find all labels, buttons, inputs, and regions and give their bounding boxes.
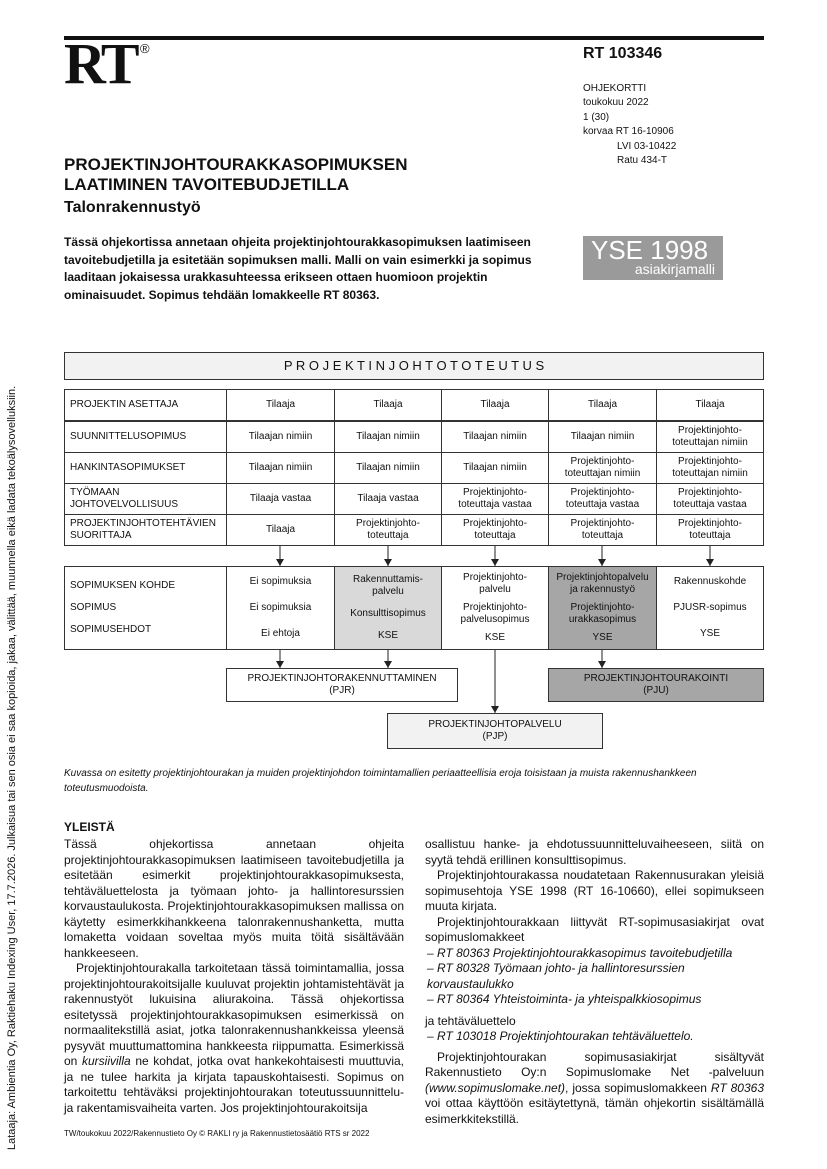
page-title: [64, 155, 408, 195]
table-cell: [441, 421, 549, 453]
table-cell: [226, 389, 335, 421]
table-cell: [334, 389, 442, 421]
lower-labels: [64, 566, 227, 650]
flow-arrow-head: [384, 559, 392, 566]
table-cell: [334, 421, 442, 453]
paragraph: osallistuu hanke- ja ehdotussuunnitteluvaiheeseen, siitä on syytä tehdä erillinen konsulttisopimus.: [425, 837, 764, 867]
cell-text: Projektinjohto- toteuttajan nimiin: [672, 455, 748, 479]
cell-text: Tilaajan nimiin: [248, 430, 313, 442]
contract-text: Ei sopimuksia: [249, 575, 312, 587]
cell-text: Tilaaja: [265, 398, 296, 410]
page-subtitle: Talonrakennustyö: [64, 199, 201, 216]
contract-column: [548, 566, 657, 650]
contract-text: Rakennuskohde: [673, 575, 747, 587]
table-cell: [226, 452, 335, 484]
form-list: [425, 946, 764, 1008]
paragraph: Projektinjohtourakkaan liittyvät RT-sopimusasiakirjat ovat sopimuslomakkeet: [425, 914, 764, 944]
text-run: , jossa sopimuslomakkeen: [565, 1080, 711, 1095]
contract-column: [226, 566, 335, 650]
contract-text: YSE: [592, 631, 613, 643]
table-cell: [441, 389, 549, 421]
text-run: Projektinjohtourakalla tarkoitetaan tässä toimintamallia, jossa projektinjohtourakoitsijalle kuuluvat projektin johtamistehtävät ja rakennustyöt lukuisina aliurakoina. Tässä ohjekortissa esitetyssä projektinjohtourakkasopimuksen esimerkissä on normaalitekstillä asiat, jotka talonrakennushankkeissa yleensä pysyvät muuttumattomina hankkeesta riippumatta. Esimerkissä on: [64, 961, 404, 1068]
contract-text: KSE: [377, 629, 398, 641]
paragraph: ja tehtäväluettelo: [425, 1013, 516, 1028]
cell-text: Projektinjohto- toteuttaja: [463, 517, 527, 541]
contract-column: [656, 566, 764, 650]
contract-text: Ei sopimuksia: [249, 601, 312, 613]
flow-arrow-head: [384, 661, 392, 668]
list-item: – RT 80364 Yhteistoiminta- ja yhteispalkkiosopimus: [427, 992, 702, 1006]
pjp-abbr: (PJP): [482, 731, 508, 742]
list-item: – RT 80363 Projektinjohtourakkasopimus tavoitebudjetilla: [427, 945, 733, 960]
badge-subtitle: asiakirjamalli: [634, 261, 715, 277]
contract-text: Projektinjohto- palvelusopimus: [460, 601, 530, 626]
table-cell: [548, 514, 657, 546]
pjp-title: PROJEKTINJOHTOPALVELU: [428, 718, 562, 730]
cell-text: Projektinjohto- toteuttaja: [356, 517, 420, 541]
cell-text: Projektinjohto- toteuttaja vastaa: [458, 486, 532, 510]
flow-arrow-head: [491, 706, 499, 713]
row-label: [64, 389, 227, 421]
cell-text: Projektinjohto- toteuttaja: [570, 517, 635, 541]
left-column: [64, 837, 404, 1116]
paragraph: [64, 961, 404, 1116]
cell-text: Tilaaja: [587, 398, 618, 410]
cell-text: Tilaajan nimiin: [463, 461, 527, 473]
text-run: voi ottaa käyttöön esitäytettynä, tämän ohjekortin sisältämällä esimerkkitekstillä.: [425, 1096, 764, 1126]
cell-text: Tilaajan nimiin: [356, 430, 420, 442]
pju-title: PROJEKTINJOHTOURAKOINTI: [583, 672, 729, 684]
cell-text: Projektinjohto- toteuttajan nimiin: [672, 424, 748, 448]
diagram-header-text: P R O J E K T I N J O H T O T O T E U T U S: [283, 357, 545, 373]
table-cell: [226, 514, 335, 546]
list-item: – RT 103018 Projektinjohtourakan tehtäväluettelo.: [427, 1029, 694, 1043]
row-label-text: HANKINTASOPIMUKSET: [70, 461, 186, 473]
pjr-abbr: (PJR): [329, 685, 355, 696]
pjr-title: PROJEKTINJOHTORAKENNUTTAMINEN: [247, 672, 437, 684]
table-cell: [226, 483, 335, 515]
paragraph: Tässä ohjekortissa annetaan ohjeita projektinjohtourakkasopimuksen laatimiseen tavoitebudjetilla ja esitetään esimerkit projektinjohtourakkasopimuksesta, tehtäväluettelosta ja työmaan johto- ja hallintoresurssien korvaustaulukosta. Projektinjohtourakkasopimuksen mallissa on käytetty esimerkkihankkeena talonrakennushanketta, mutta lomaketta voidaan soveltaa myös muita töitä sisältävään hankkeeseen.: [64, 837, 404, 960]
contract-text: Projektinjohtopalvelu ja rakennustyö: [556, 571, 649, 596]
cell-text: Tilaaja: [373, 398, 403, 410]
table-cell: [656, 514, 764, 546]
table-cell: [656, 452, 764, 484]
cell-text: Tilaaja: [480, 398, 510, 410]
flow-arrow-head: [491, 559, 499, 566]
row-label: [64, 452, 227, 484]
meta-replaces: korvaa RT 16-10906: [583, 126, 674, 138]
table-cell: [226, 421, 335, 453]
lead-paragraph: Tässä ohjekortissa annetaan ohjeita projektinjohtourakkasopimuksen laatimiseen tavoitebudjetilla ja esitetään sopimuksen malli. Malli on vain esimerkki ja sopimus laaditaan jokaisessa urakkasuhteessa erikseen ottaen huomioon projektin ominaisuudet. Sopimus tehdään lomakkeelle RT 80363.: [64, 235, 532, 302]
registered-mark: ®: [140, 41, 150, 56]
contract-text: Rakennuttamis- palvelu: [352, 573, 424, 598]
title-line: PROJEKTINJOHTOURAKKASOPIMUKSEN: [64, 155, 408, 174]
contract-text: KSE: [484, 631, 505, 643]
document-meta: [583, 82, 676, 168]
cell-text: Tilaajan nimiin: [570, 430, 635, 442]
side-watermark: Lataaja: Ambientia Oy, Raktiehaku Indexing User, 17.7.2026. Julkaisua tai sen osia ei saa kopioida, jakaa, välittää, muunnella eikä ladata tekoälysovelluksiin.: [6, 385, 18, 1150]
cell-text: Tilaajan nimiin: [248, 461, 313, 473]
flow-arrow-head: [706, 559, 714, 566]
meta-replaces-lvi: LVI 03-10422: [617, 140, 677, 152]
meta-replaces-ratu: Ratu 434-T: [617, 155, 668, 167]
table-cell: [441, 514, 549, 546]
row-label: [64, 421, 227, 453]
contract-text: PJUSR-sopimus: [673, 601, 747, 613]
figure-caption: Kuvassa on esitetty projektinjohtourakan ja muiden projektinjohdon toimintamallien periaatteellisia eroja toisistaan ja muista rakennushankkeen toteutusmuodoista.: [64, 768, 697, 794]
table-cell: [656, 483, 764, 515]
row-label-text: TYÖMAAN JOHTOVELVOLLISUUS: [70, 486, 178, 510]
meta-pages: 1 (30): [583, 111, 610, 123]
cell-text: Tilaaja: [265, 523, 296, 535]
diagram-header: [64, 352, 764, 380]
cell-text: Tilaajan nimiin: [356, 461, 420, 473]
contract-text: Ei ehtoja: [261, 627, 300, 639]
task-list: [425, 1029, 764, 1045]
table-cell: [334, 483, 442, 515]
text-run: Projektinjohtourakan sopimusasiakirjat sisältyvät Rakennustieto Oy:n Sopimuslomake Net -palveluun: [425, 1049, 764, 1079]
table-cell: [656, 421, 764, 453]
page-footer: TW/toukokuu 2022/Rakennustieto Oy © RAKLI ry ja Rakennustietosäätiö RTS sr 2022: [64, 1129, 370, 1138]
document-number: RT 103346: [583, 45, 663, 62]
contract-text: Projektinjohto- palvelu: [463, 571, 527, 596]
yse-badge: [583, 236, 723, 280]
cell-text: Tilaaja vastaa: [357, 492, 419, 504]
meta-type: OHJEKORTTI: [583, 83, 647, 94]
italic-run: kursiivilla: [82, 1054, 131, 1068]
row-label-text: PROJEKTINJOHTOTEHTÄVIEN SUORITTAJA: [70, 517, 216, 541]
pjr-box: [226, 668, 458, 702]
right-column: [425, 837, 764, 1127]
table-cell: [548, 421, 657, 453]
cell-text: Tilaaja vastaa: [249, 492, 312, 504]
table-cell: [334, 514, 442, 546]
cell-text: Projektinjohto- toteuttaja vastaa: [565, 486, 640, 510]
contract-text: Projektinjohto- urakkasopimus: [568, 601, 637, 626]
italic-run: (www.sopimuslomake.net): [425, 1080, 566, 1095]
lower-label-text: SOPIMUSEHDOT: [70, 623, 152, 635]
lower-label-text: SOPIMUKSEN KOHDE: [70, 579, 176, 591]
table-cell: [548, 452, 657, 484]
cell-text: Tilaaja: [695, 398, 725, 410]
table-cell: [548, 389, 657, 421]
cell-text: Projektinjohto- toteuttaja: [678, 517, 742, 541]
meta-date: toukokuu 2022: [583, 97, 649, 109]
rt-logo: RT: [64, 31, 137, 96]
list-item: – RT 80328 Työmaan johto- ja hallintoresurssien korvaustaulukko: [427, 961, 685, 991]
lower-label-text: SOPIMUS: [70, 601, 117, 613]
badge-title: YSE 1998: [591, 235, 709, 265]
cell-text: Projektinjohto- toteuttaja vastaa: [673, 486, 747, 510]
section-heading: YLEISTÄ: [64, 820, 115, 834]
italic-run: RT 80363: [710, 1080, 764, 1095]
row-label: [64, 483, 227, 515]
flow-arrow-head: [276, 559, 284, 566]
contract-column: [334, 566, 442, 650]
table-cell: [334, 452, 442, 484]
cell-text: Tilaajan nimiin: [463, 430, 527, 442]
row-label-text: SUUNNITTELUSOPIMUS: [70, 430, 187, 442]
title-line: LAATIMINEN TAVOITEBUDJETILLA: [64, 175, 350, 194]
table-cell: [441, 452, 549, 484]
pju-abbr: (PJU): [643, 685, 669, 696]
row-label-text: PROJEKTIN ASETTAJA: [70, 398, 179, 410]
table-cell: [548, 483, 657, 515]
paragraph: [425, 1050, 764, 1128]
contract-column: [441, 566, 549, 650]
pjp-box: [387, 713, 603, 749]
table-cell: [441, 483, 549, 515]
contract-text: YSE: [699, 627, 720, 639]
top-rule: [64, 36, 764, 40]
flow-arrow-head: [598, 661, 606, 668]
table-cell: [656, 389, 764, 421]
text-run: ne kohdat, jotka ovat hankekohtaisesti muuttuvia, ja ne tulee harkita ja kirjata tapauskohtaisesti. Sopimus on tarkoitettu tehtäväksi projektinjohtourakan toteutussuunnittelu- ja rakentamisvaiheita varten. Jos projektinjohtourakoitsija: [64, 1054, 405, 1115]
contract-text: Konsulttisopimus: [350, 607, 426, 619]
flow-arrow-head: [276, 661, 284, 668]
pju-box: [548, 668, 764, 702]
flow-arrow-head: [598, 559, 606, 566]
cell-text: Projektinjohto- toteuttajan nimiin: [564, 455, 641, 479]
paragraph: Projektinjohtourakassa noudatetaan Rakennusurakan yleisiä sopimusehtoja YSE 1998 (RT 16-10660), ellei sopimukseen muuta kirjata.: [425, 868, 764, 913]
row-label: [64, 514, 227, 546]
